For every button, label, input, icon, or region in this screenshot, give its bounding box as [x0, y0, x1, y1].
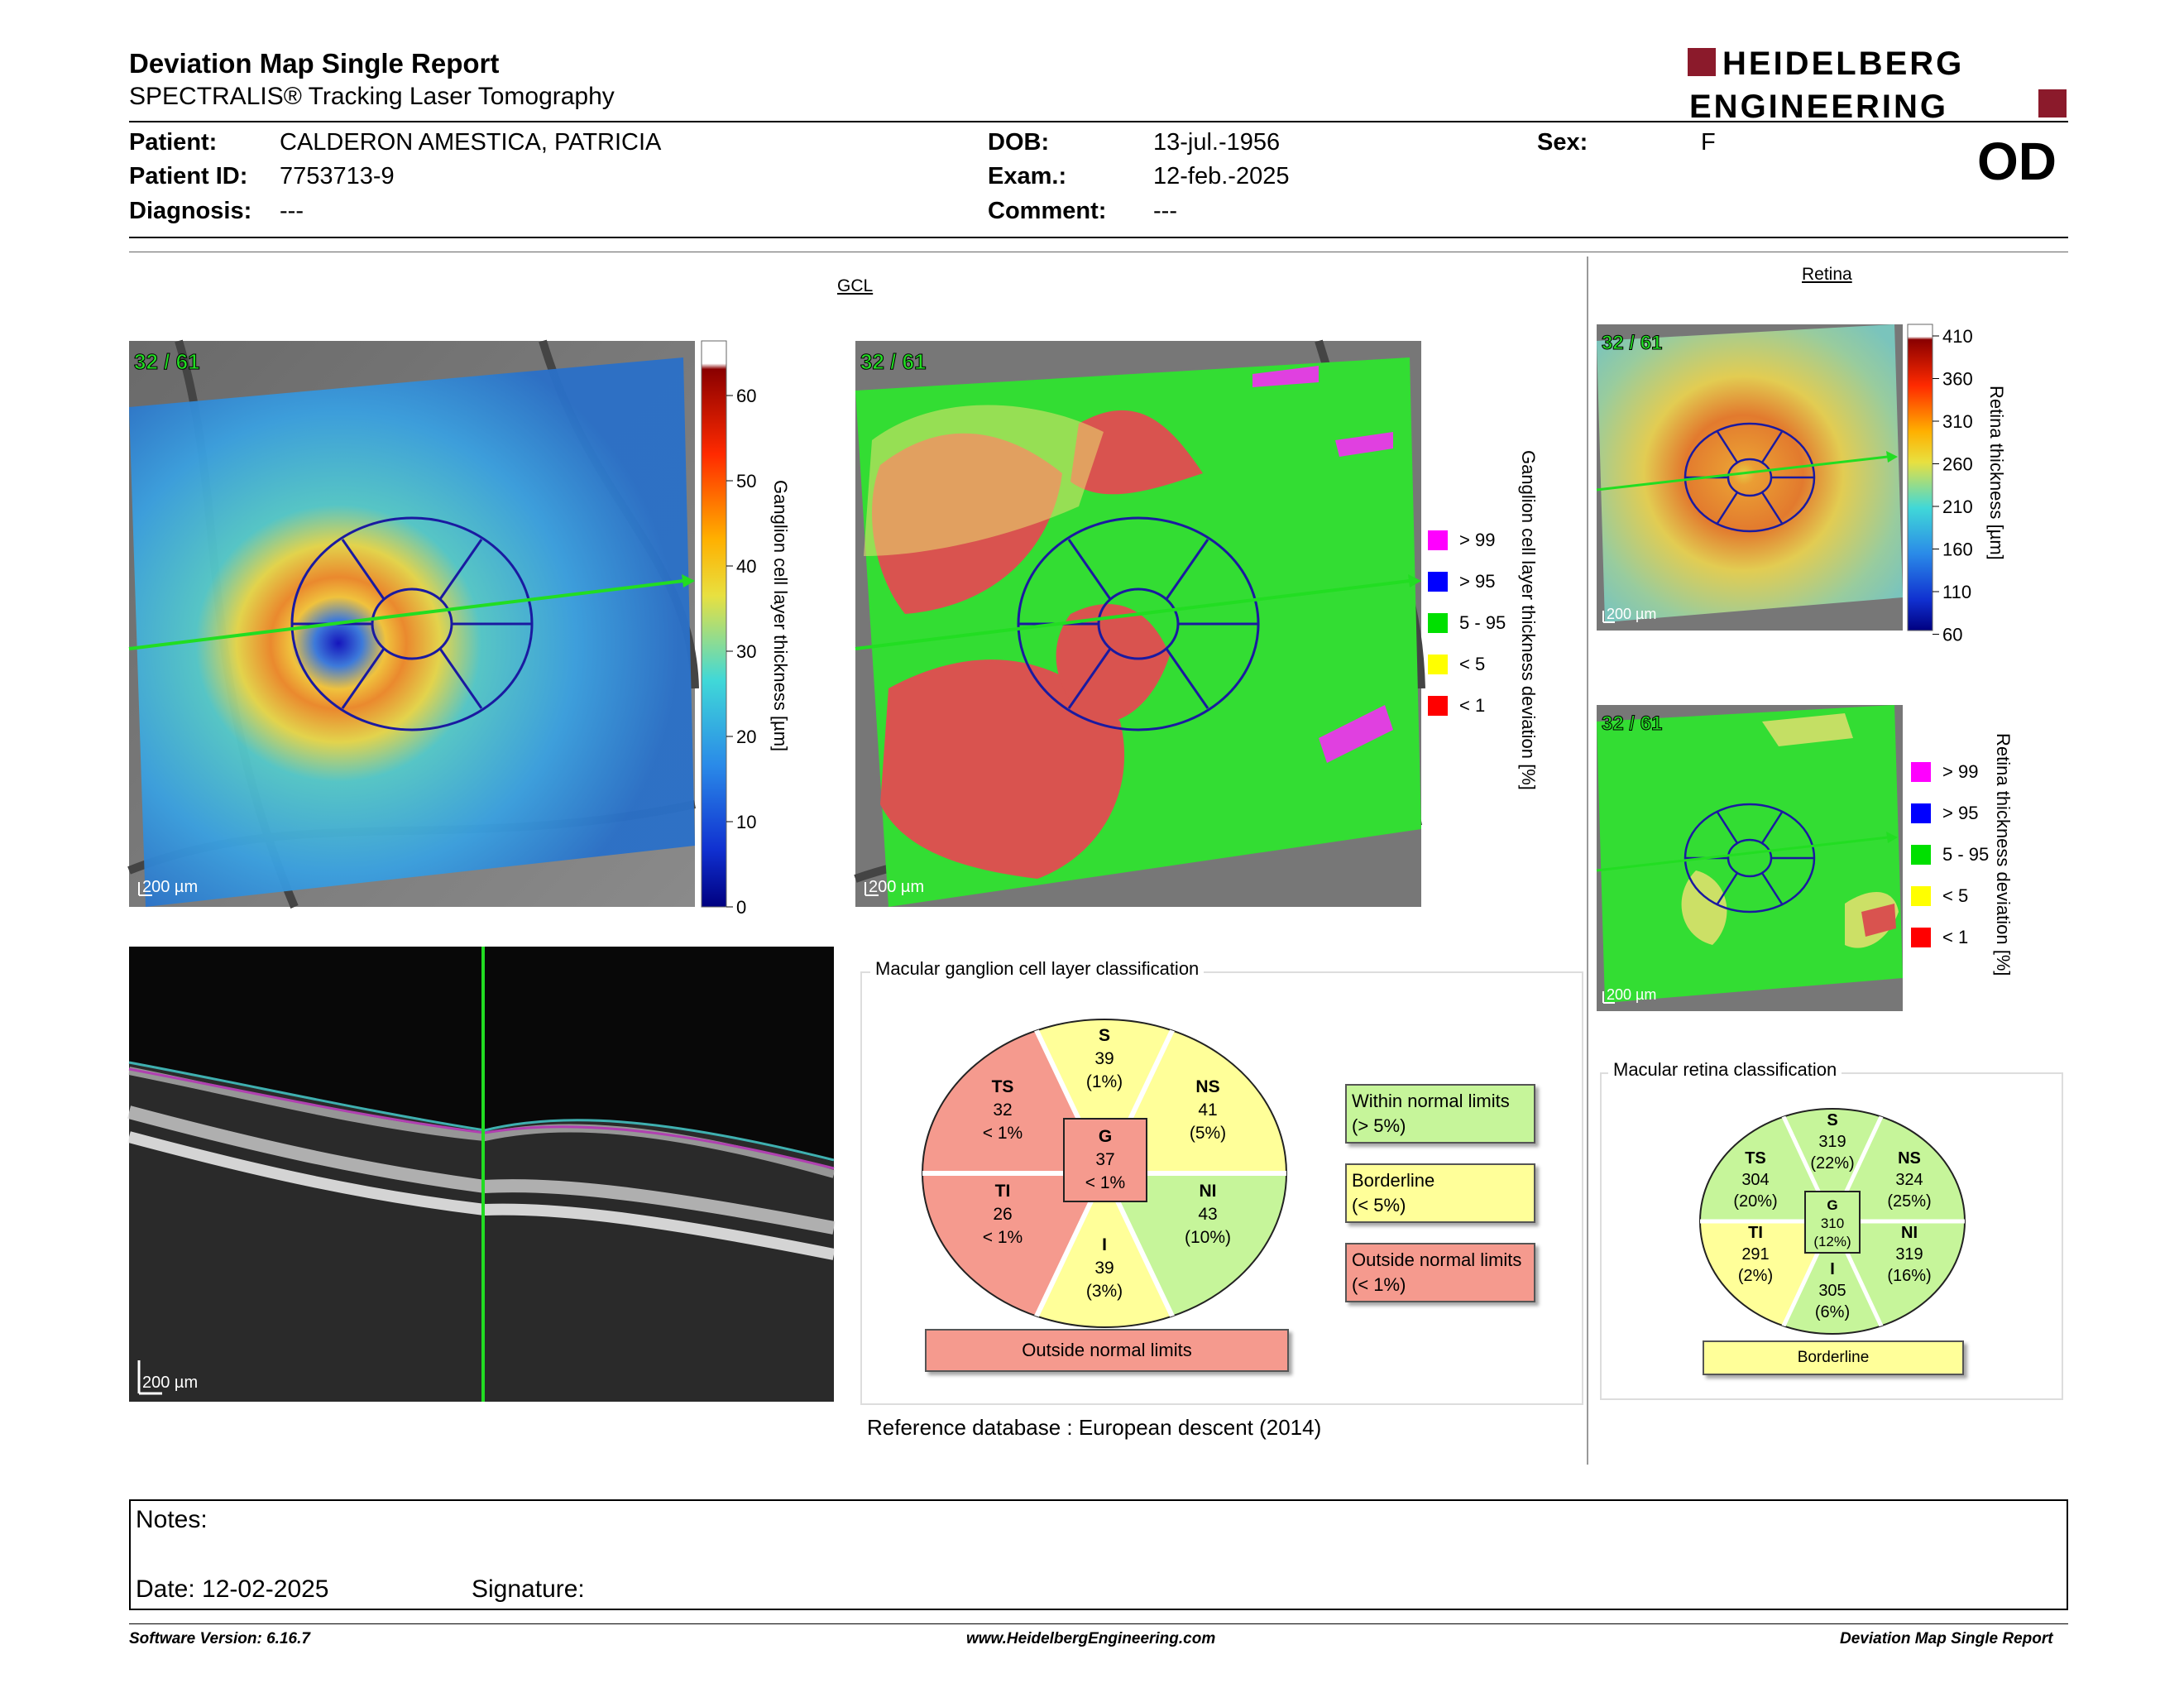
signature-label: Signature: — [472, 1575, 585, 1603]
colorbar-tick-label: 40 — [736, 556, 757, 577]
svg-text:(1%): (1%) — [1085, 1072, 1123, 1091]
legend-label: > 99 — [1459, 530, 1496, 550]
svg-text:291: 291 — [1741, 1245, 1770, 1264]
dob: 13-jul.-1956 — [1153, 129, 1281, 156]
svg-text:39: 39 — [1094, 1049, 1114, 1068]
legend-item — [1428, 530, 1495, 551]
eye-indicator: OD — [1977, 132, 2057, 191]
retina-colorbar — [1906, 324, 1980, 645]
retina-frame-count: 32 / 61 — [1602, 332, 1663, 354]
exam-label: Exam.: — [988, 163, 1067, 189]
svg-text:TS: TS — [991, 1077, 1014, 1096]
svg-text:(5%): (5%) — [1189, 1124, 1227, 1143]
svg-text:TI: TI — [994, 1182, 1011, 1201]
gcl-thickness-axis-label: Ganglion cell layer thickness [µm] — [770, 480, 791, 752]
svg-text:TI: TI — [1748, 1224, 1763, 1242]
dob-label: DOB: — [988, 129, 1050, 156]
svg-text:(3%): (3%) — [1085, 1282, 1123, 1301]
reference-database: Reference database : European descent (2014) — [867, 1415, 1322, 1440]
svg-text:(6%): (6%) — [1814, 1303, 1851, 1321]
svg-text:37: 37 — [1095, 1150, 1115, 1169]
legend-item — [1428, 654, 1485, 675]
diagnosis: --- — [280, 198, 304, 224]
gcl-classification-chart — [918, 1016, 1291, 1331]
colorbar-tick-label: 0 — [736, 897, 747, 918]
legend-item — [1428, 695, 1485, 717]
gcl-thickness-map — [129, 341, 695, 907]
svg-text:NI: NI — [1901, 1224, 1918, 1242]
legend-line1: Within normal limits — [1352, 1091, 1510, 1111]
svg-text:(2%): (2%) — [1737, 1267, 1774, 1285]
svg-text:NS: NS — [1195, 1077, 1220, 1096]
sex-label: Sex: — [1537, 129, 1588, 156]
retina-classification-result: Borderline — [1703, 1340, 1964, 1375]
patient-name: CALDERON AMESTICA, PATRICIA — [280, 129, 662, 156]
legend-swatch — [1428, 572, 1448, 592]
colorbar-tick-label: 210 — [1942, 496, 1973, 517]
legend-line2: (< 5%) — [1352, 1195, 1406, 1216]
notes-label: Notes: — [136, 1506, 208, 1533]
legend-swatch — [1911, 928, 1931, 947]
legend-swatch — [1911, 762, 1931, 782]
legend-label: < 1 — [1942, 927, 1969, 947]
retina-classification-chart — [1696, 1105, 1969, 1337]
svg-text:319: 319 — [1895, 1245, 1923, 1264]
legend-label: > 95 — [1942, 803, 1979, 823]
svg-text:324: 324 — [1895, 1171, 1923, 1189]
legend-swatch — [1911, 803, 1931, 823]
retina-title: Retina — [1802, 265, 1852, 284]
svg-text:S: S — [1098, 1026, 1111, 1045]
gcl-scale: 200 µm — [142, 878, 199, 896]
footer-rule — [129, 1623, 2068, 1624]
gcl-colorbar-ticks — [726, 386, 756, 918]
svg-text:G: G — [1827, 1197, 1838, 1213]
website-link[interactable]: www.HeidelbergEngineering.com — [966, 1630, 1216, 1647]
legend-item — [1428, 612, 1506, 634]
retina-thickness-axis-label: Retina thickness [µm] — [1986, 386, 2007, 560]
colorbar-tick-label: 110 — [1942, 582, 1972, 602]
svg-text:TS: TS — [1745, 1149, 1766, 1168]
svg-text:I: I — [1102, 1235, 1107, 1254]
legend-swatch — [1911, 845, 1931, 865]
logo-square-bottom — [2038, 89, 2067, 117]
logo-line1: HEIDELBERG — [1722, 46, 1965, 82]
comment-label: Comment: — [988, 198, 1107, 224]
gcl-deviation-map — [855, 341, 1421, 907]
svg-text:32: 32 — [993, 1101, 1013, 1120]
gcl-classification-result: Outside normal limits — [925, 1329, 1289, 1372]
heidelberg-logo — [1688, 43, 2068, 126]
colorbar-tick-label: 20 — [736, 727, 757, 747]
svg-text:319: 319 — [1818, 1133, 1846, 1151]
colorbar-tick-label: 10 — [736, 812, 757, 832]
svg-text:41: 41 — [1198, 1101, 1218, 1120]
legend-label: < 1 — [1459, 695, 1486, 716]
legend-swatch — [1428, 613, 1448, 633]
colorbar-tick-label: 60 — [1942, 624, 1963, 645]
colorbar-tick-label: 260 — [1942, 453, 1973, 475]
svg-text:305: 305 — [1818, 1282, 1846, 1300]
colorbar-tick-label: 310 — [1942, 411, 1973, 432]
svg-text:< 1%: < 1% — [982, 1124, 1023, 1143]
svg-text:304: 304 — [1741, 1171, 1770, 1189]
oct-scale: 200 µm — [142, 1374, 199, 1392]
legend-swatch — [1428, 655, 1448, 674]
footer-report-name: Deviation Map Single Report — [1840, 1630, 2053, 1647]
retina-dev-frame-count: 32 / 61 — [1602, 712, 1663, 735]
exam-date: 12-feb.-2025 — [1153, 163, 1290, 189]
legend-label: > 95 — [1459, 571, 1496, 592]
info-rule — [129, 237, 2068, 238]
retina-deviation-map — [1597, 705, 1903, 1011]
software-version: Software Version: 6.16.7 — [129, 1630, 310, 1647]
logo-line2: ENGINEERING — [1689, 89, 1949, 125]
diagnosis-label: Diagnosis: — [129, 198, 252, 224]
legend-label: > 99 — [1942, 761, 1979, 782]
notes-date: Date: 12-02-2025 — [136, 1575, 329, 1603]
svg-text:S: S — [1827, 1111, 1838, 1129]
svg-text:(20%): (20%) — [1733, 1192, 1778, 1211]
legend-line2: (> 5%) — [1352, 1115, 1406, 1136]
gcl-title: GCL — [837, 276, 874, 295]
legend-swatch — [1428, 530, 1448, 550]
legend-item — [1911, 761, 1978, 783]
svg-text:310: 310 — [1820, 1216, 1845, 1231]
gcl-classification-title: Macular ganglion cell layer classification — [870, 958, 1204, 980]
comment: --- — [1153, 198, 1177, 224]
svg-text:43: 43 — [1198, 1205, 1218, 1224]
report-subtitle: SPECTRALIS® Tracking Laser Tomography — [129, 83, 615, 110]
colorbar-tick-label: 50 — [736, 471, 757, 492]
svg-text:(16%): (16%) — [1887, 1267, 1932, 1285]
svg-text:I: I — [1830, 1260, 1835, 1278]
colorbar-tick-label: 360 — [1942, 368, 1973, 390]
svg-text:NS: NS — [1898, 1149, 1921, 1168]
colorbar-tick-label: 60 — [736, 386, 757, 406]
svg-text:< 1%: < 1% — [982, 1228, 1023, 1247]
gcl-frame-count: 32 / 61 — [134, 349, 200, 374]
legend-label: < 5 — [1459, 654, 1486, 674]
sex: F — [1701, 129, 1716, 156]
colorbar-tick-label: 160 — [1942, 539, 1973, 560]
legend-item — [1911, 803, 1978, 824]
gcl-deviation-axis-label: Ganglion cell layer thickness deviation [%] — [1518, 450, 1539, 790]
logo-square-top — [1688, 48, 1716, 76]
retina-classification-title: Macular retina classification — [1608, 1059, 1842, 1081]
legend-label: < 5 — [1942, 885, 1969, 906]
svg-text:< 1%: < 1% — [1085, 1173, 1126, 1192]
svg-text:26: 26 — [993, 1205, 1013, 1224]
gcl-colorbar — [700, 341, 824, 918]
section-divider — [1587, 257, 1588, 1465]
svg-text:(10%): (10%) — [1184, 1228, 1232, 1247]
legend-label: 5 - 95 — [1459, 612, 1506, 633]
svg-text:G: G — [1098, 1127, 1113, 1146]
legend-item — [1428, 571, 1495, 592]
svg-text:(22%): (22%) — [1810, 1154, 1855, 1172]
legend-item — [1911, 885, 1968, 907]
gcl-dev-scale: 200 µm — [869, 878, 925, 896]
classification-legend-item — [1345, 1163, 1535, 1223]
svg-text:39: 39 — [1094, 1259, 1114, 1278]
report-title: Deviation Map Single Report — [129, 48, 500, 79]
legend-item — [1911, 844, 1989, 866]
classification-legend-item — [1345, 1243, 1535, 1302]
legend-item — [1911, 927, 1968, 948]
patient-id: 7753713-9 — [280, 163, 395, 189]
legend-swatch — [1428, 696, 1448, 716]
legend-label: 5 - 95 — [1942, 844, 1990, 865]
colorbar-tick-label: 410 — [1942, 326, 1973, 347]
retina-scale: 200 µm — [1607, 606, 1657, 622]
retina-colorbar-ticks — [1933, 326, 1973, 645]
legend-line1: Borderline — [1352, 1170, 1435, 1191]
oct-bscan — [129, 947, 834, 1402]
retina-thickness-map — [1597, 324, 1903, 631]
svg-text:(12%): (12%) — [1813, 1234, 1851, 1249]
gcl-dev-frame-count: 32 / 61 — [860, 349, 927, 374]
legend-swatch — [1911, 886, 1931, 906]
classification-legend-item — [1345, 1084, 1535, 1144]
retina-dev-scale: 200 µm — [1607, 986, 1657, 1003]
legend-line1: Outside normal limits — [1352, 1249, 1522, 1270]
patient-label: Patient: — [129, 129, 218, 156]
colorbar-tick-label: 30 — [736, 641, 757, 662]
patient-id-label: Patient ID: — [129, 163, 248, 189]
retina-deviation-axis-label: Retina thickness deviation [%] — [1993, 733, 2014, 976]
notes-box[interactable] — [129, 1499, 2068, 1610]
legend-line2: (< 1%) — [1352, 1274, 1406, 1295]
thickness-overlay — [129, 357, 695, 907]
header-rule — [129, 121, 2068, 122]
svg-text:NI: NI — [1199, 1182, 1217, 1201]
svg-text:(25%): (25%) — [1887, 1192, 1932, 1211]
